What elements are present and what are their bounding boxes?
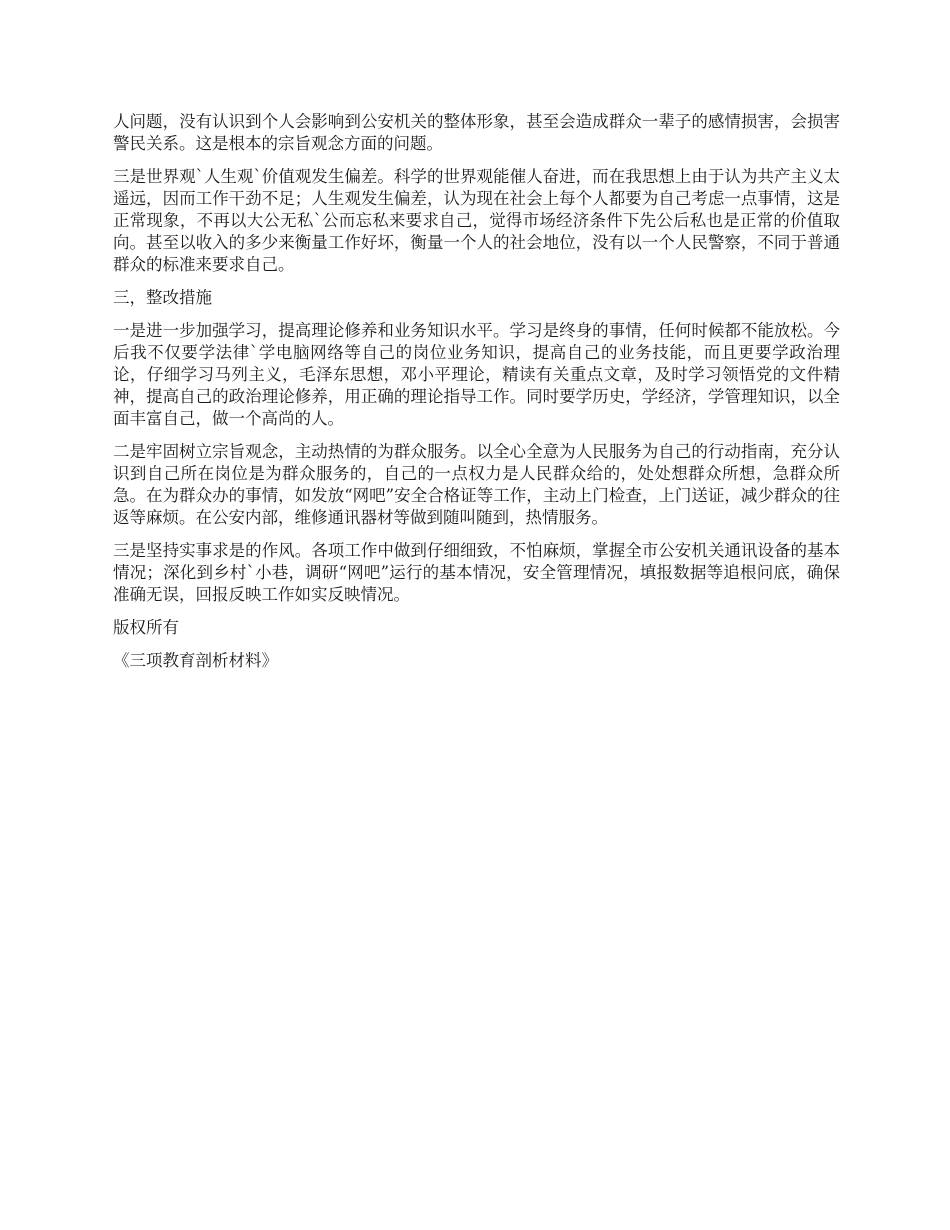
document-title: 《三项教育剖析材料》	[113, 651, 278, 670]
paragraph-service: 二是牢固树立宗旨观念，主动热情的为群众服务。以全心全意为人民服务为自己的行动指南，充分认识到自己所在岗位是为群众服务的，自己的一点权力是人民群众给的，处处想群众所想，急群众所急。在为群众办的事情，如发放“网吧”安全合格证等工作，主动上门检查，上门送证，减少群众的往返等麻烦。在公安内部，维修通讯器材等做到随叫随到，热情服务。	[113, 442, 840, 527]
paragraph-problem-summary: 人问题，没有认识到个人会影响到公安机关的整体形象，甚至会造成群众一辈子的感情损害，会损害警民关系。这是根本的宗旨观念方面的问题。	[113, 112, 840, 153]
paragraph-pragmatism: 三是坚持实事求是的作风。各项工作中做到仔细细致，不怕麻烦，掌握全市公安机关通讯设备的基本情况；深化到乡村`小巷，调研“网吧”运行的基本情况，安全管理情况，填报数据等追根问底，确保准确无误，回报反映工作如实反映情况。	[113, 541, 840, 604]
copyright-notice: 版权所有	[113, 618, 179, 637]
document-body	[113, 111, 840, 683]
paragraph-worldview: 三是世界观`人生观`价值观发生偏差。科学的世界观能催人奋进，而在我思想上由于认为共产主义太遥远，因而工作干劲不足；人生观发生偏差，认为现在社会上每个人都要为自己考虑一点事情，这是正常现象，不再以大公无私`公而忘私来要求自己，觉得市场经济条件下先公后私也是正常的价值取向。甚至以收入的多少来衡量工作好坏，衡量一个人的社会地位，没有以一个人民警察，不同于普通群众的标准来要求自己。	[113, 167, 840, 274]
section-heading-rectification: 三，整改措施	[113, 288, 212, 307]
paragraph-study: 一是进一步加强学习，提高理论修养和业务知识水平。学习是终身的事情，任何时候都不能放松。今后我不仅要学法律`学电脑网络等自己的岗位业务知识，提高自己的业务技能，而且更要学政治理论，仔细学习马列主义，毛泽东思想，邓小平理论，精读有关重点文章，及时学习领悟党的文件精神，提高自己的政治理论修养，用正确的理论指导工作。同时要学历史，学经济，学管理知识，以全面丰富自己，做一个高尚的人。	[113, 321, 840, 428]
